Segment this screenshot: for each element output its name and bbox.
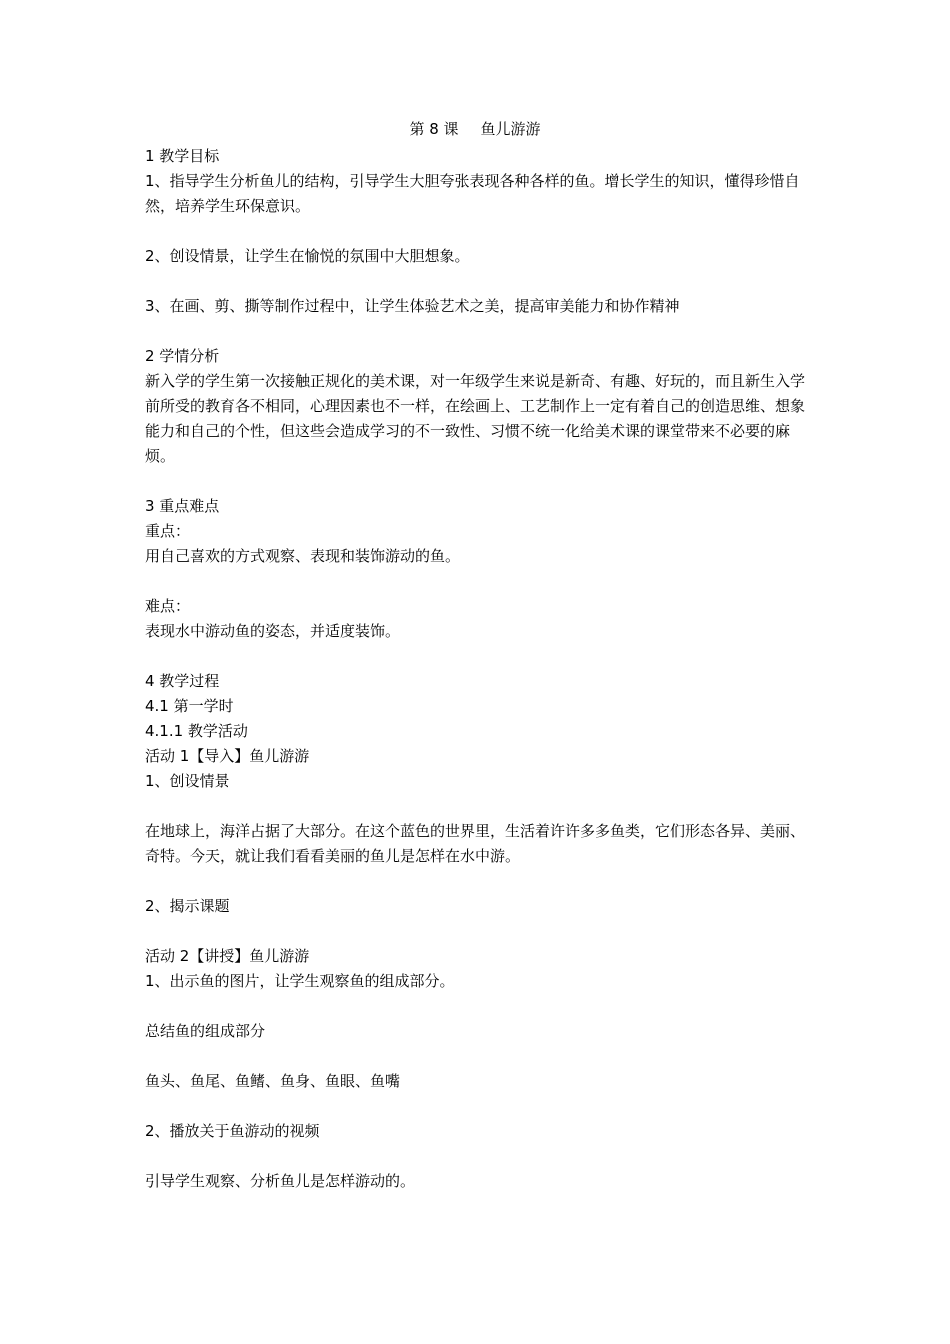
paragraph: 用自己喜欢的方式观察、表现和装饰游动的鱼。 xyxy=(145,547,461,565)
blank-line xyxy=(145,794,807,819)
paragraph: 引导学生观察、分析鱼儿是怎样游动的。 xyxy=(145,1172,416,1190)
paragraph: 新入学的学生第一次接触正规化的美术课，对一年级学生来说是新奇、有趣、好玩的，而且新生入学前所受的教育各不相同，心理因素也不一样，在绘画上、工艺制作上一定有着自己的创造思维、想象能力和自己的个性，但这些会造成学习的不一致性、习惯不统一化给美术课的课堂带来不必要的麻烦。 xyxy=(145,372,806,465)
paragraph: 3、在画、剪、撕等制作过程中，让学生体验艺术之美，提高审美能力和协作精神 xyxy=(145,297,680,315)
blank-line xyxy=(145,319,807,344)
paragraph: 鱼头、鱼尾、鱼鳍、鱼身、鱼眼、鱼嘴 xyxy=(145,1072,401,1090)
heading-teaching-activity: 4.1.1 教学活动 xyxy=(145,722,248,740)
paragraph: 1、指导学生分析鱼儿的结构，引导学生大胆夸张表现各种各样的鱼。增长学生的知识，懂得珍惜自然，培养学生环保意识。 xyxy=(145,172,800,215)
blank-line xyxy=(145,869,807,894)
heading-teaching-process: 4 教学过程 xyxy=(145,672,220,690)
paragraph: 1、创设情景 xyxy=(145,772,230,790)
blank-line xyxy=(145,1094,807,1119)
blank-line xyxy=(145,994,807,1019)
paragraph: 在地球上，海洋占据了大部分。在这个蓝色的世界里，生活着许许多多鱼类，它们形态各异、美丽、奇特。今天，就让我们看看美丽的鱼儿是怎样在水中游。 xyxy=(145,822,806,865)
heading-key-points: 3 重点难点 xyxy=(145,497,220,515)
paragraph: 1、出示鱼的图片，让学生观察鱼的组成部分。 xyxy=(145,972,455,990)
paragraph: 2、揭示课题 xyxy=(145,897,230,915)
blank-line xyxy=(145,1044,807,1069)
paragraph: 2、创设情景，让学生在愉悦的氛围中大胆想象。 xyxy=(145,247,470,265)
subheading-key-point: 重点： xyxy=(145,522,191,540)
document-body xyxy=(145,144,807,1194)
subheading-difficulty: 难点： xyxy=(145,597,191,615)
heading-first-period: 4.1 第一学时 xyxy=(145,697,234,715)
paragraph: 总结鱼的组成部分 xyxy=(145,1022,266,1040)
blank-line xyxy=(145,569,807,594)
blank-line xyxy=(145,219,807,244)
lesson-number: 第 8 课 xyxy=(409,120,459,138)
page-title xyxy=(0,119,950,139)
blank-line xyxy=(145,469,807,494)
paragraph: 2、播放关于鱼游动的视频 xyxy=(145,1122,320,1140)
blank-line xyxy=(145,919,807,944)
blank-line xyxy=(145,1144,807,1169)
heading-student-analysis: 2 学情分析 xyxy=(145,347,220,365)
paragraph: 表现水中游动鱼的姿态，并适度装饰。 xyxy=(145,622,401,640)
blank-line xyxy=(145,269,807,294)
activity-1-title: 活动 1【导入】鱼儿游游 xyxy=(145,747,310,765)
heading-teaching-goals: 1 教学目标 xyxy=(145,147,220,165)
blank-line xyxy=(145,644,807,669)
lesson-name: 鱼儿游游 xyxy=(480,120,541,138)
activity-2-title: 活动 2【讲授】鱼儿游游 xyxy=(145,947,310,965)
